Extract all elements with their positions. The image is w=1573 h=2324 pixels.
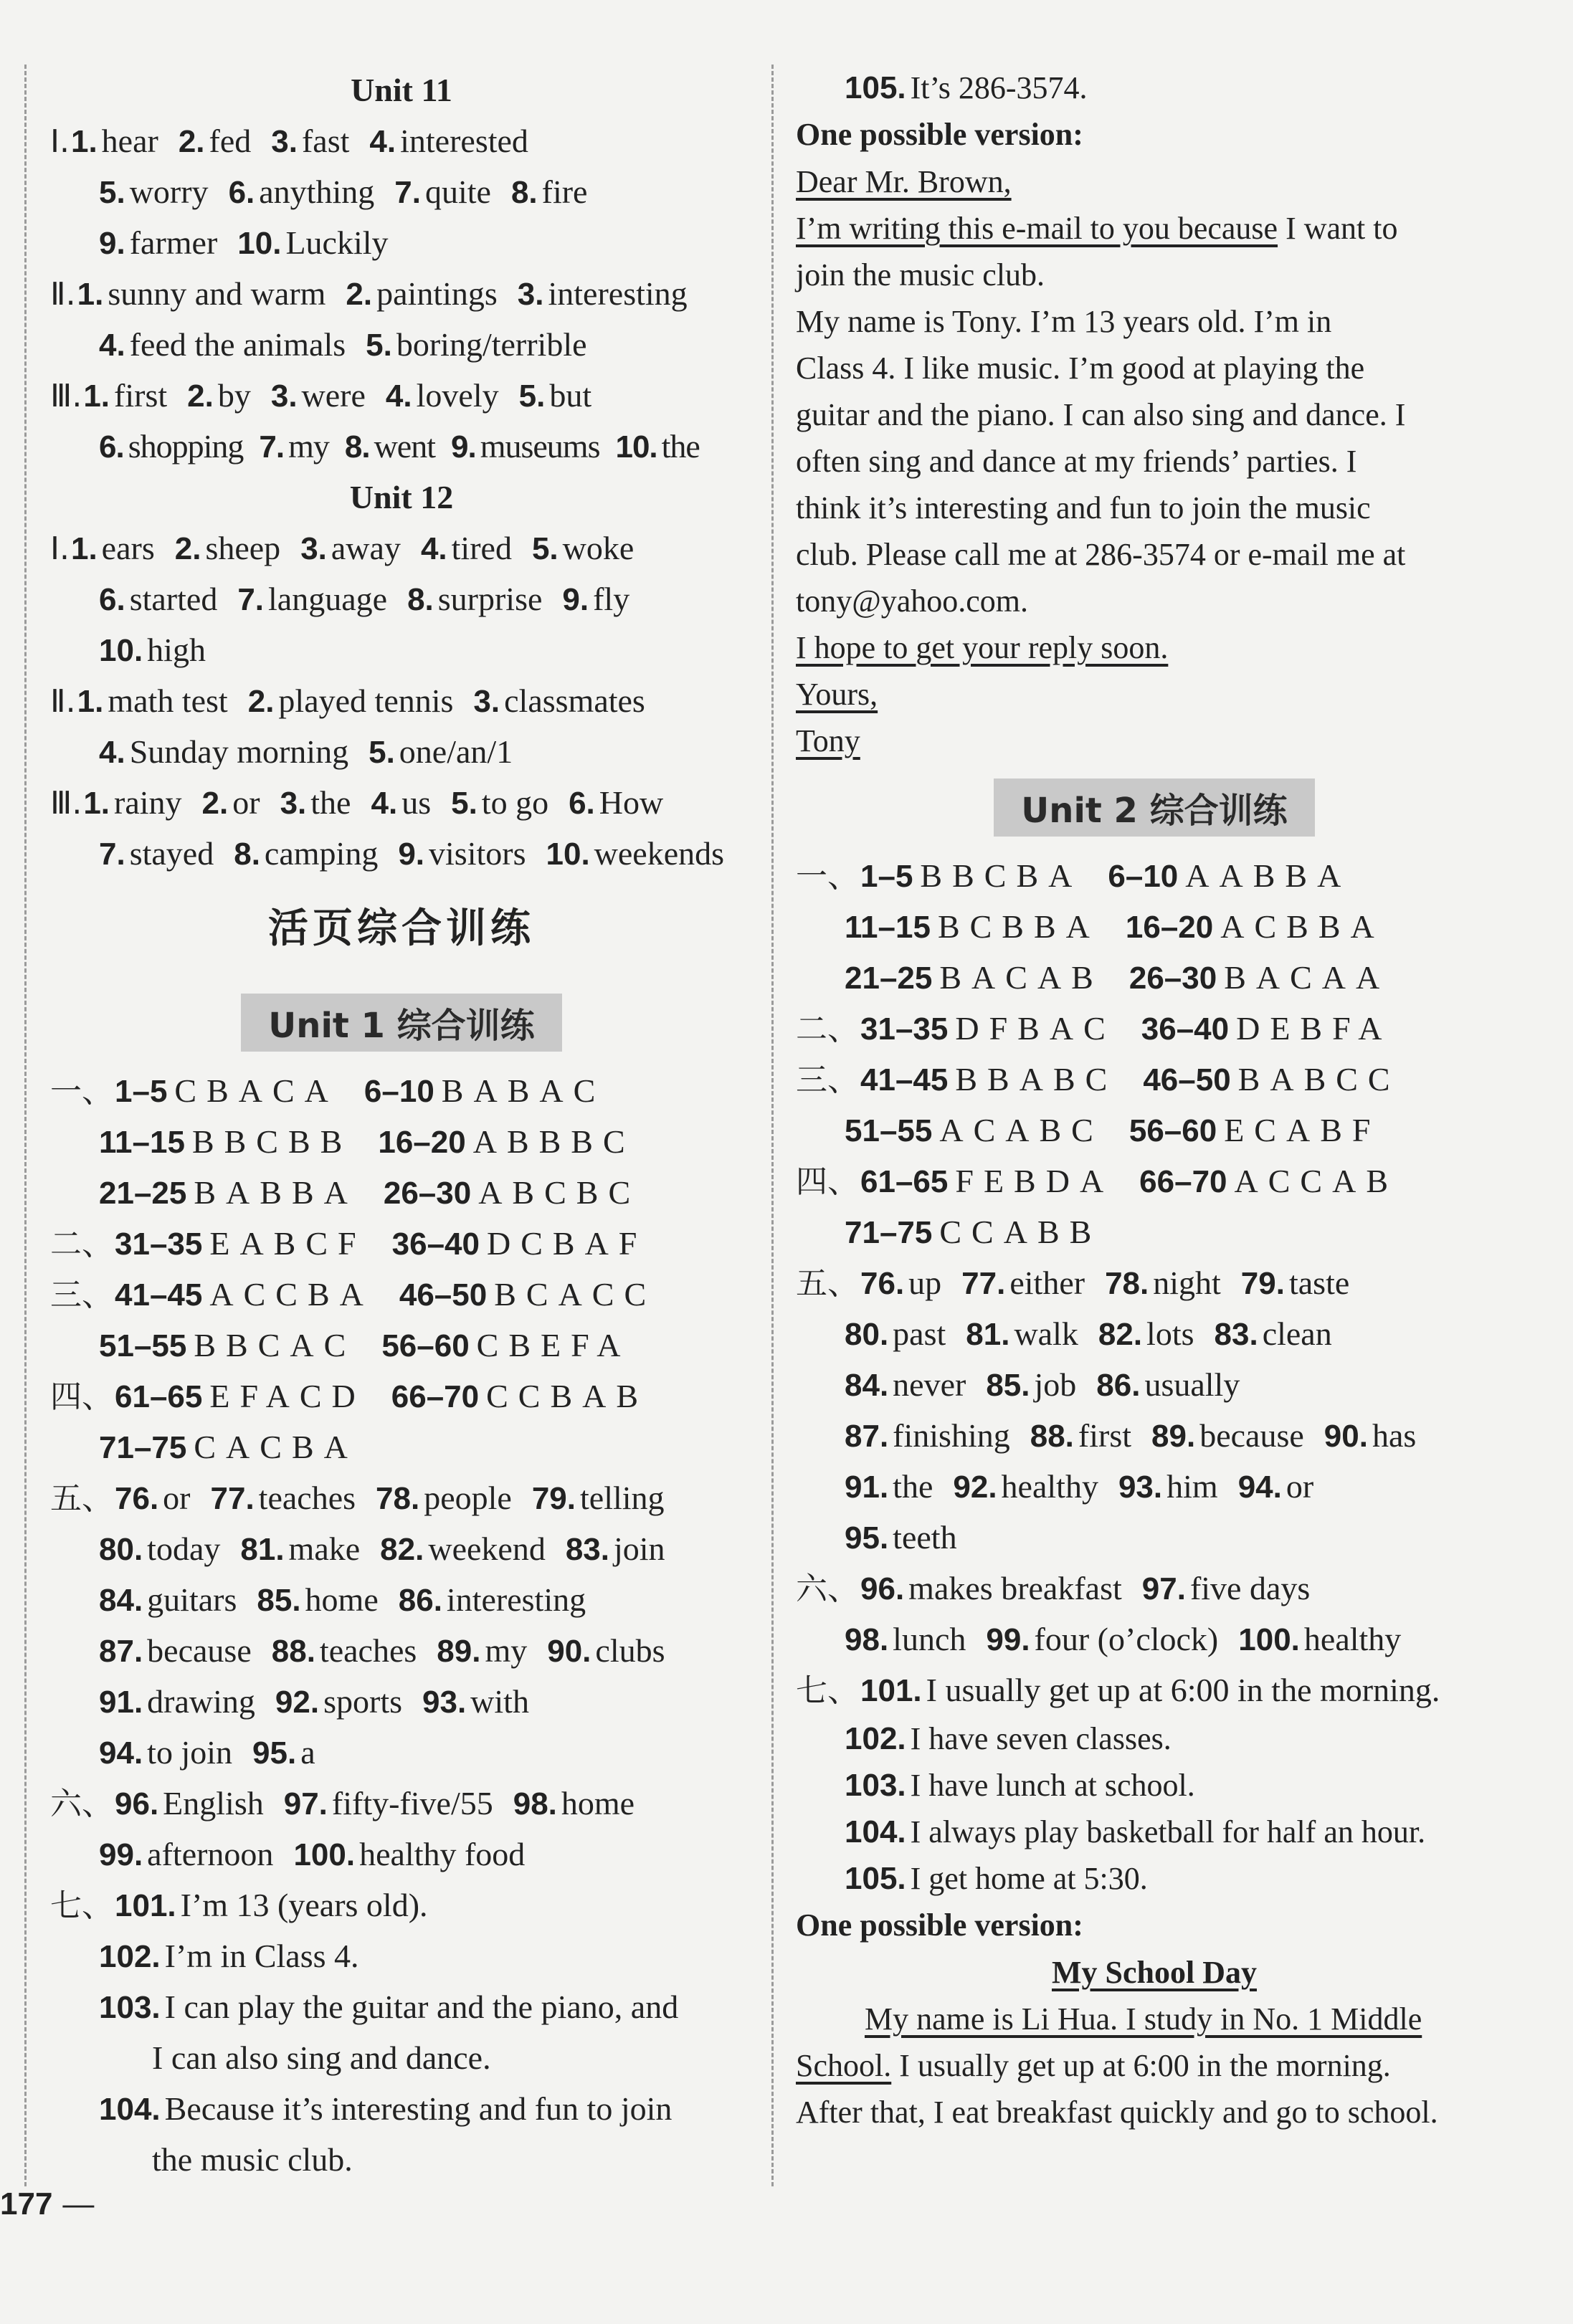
answer-item: 4. Sunday morning bbox=[99, 733, 349, 770]
unit2-p7-line1: 七、101. I usually get up at 6:00 in the morning. bbox=[796, 1672, 1440, 1709]
answer-keys: CBACA bbox=[174, 1072, 338, 1109]
unit12-s1-line3 bbox=[50, 624, 753, 675]
answer-item: 9. farmer bbox=[99, 224, 218, 261]
right-column bbox=[796, 65, 1513, 2135]
unit1-p3-line2 bbox=[50, 1320, 753, 1371]
answer-item: 8. surprise bbox=[407, 581, 543, 617]
answer-item: 4. lovely bbox=[385, 377, 499, 414]
part-label: 三、 bbox=[50, 1277, 113, 1313]
answer-item: 9. fly bbox=[562, 581, 630, 617]
unit1-p1-line1 bbox=[50, 1065, 753, 1116]
unit1-p5-line2: 80. today 81. make 82. weekend 83. join bbox=[99, 1530, 665, 1567]
answer-item: 8. went bbox=[344, 428, 435, 465]
range-label: 21–25 bbox=[99, 1176, 187, 1211]
unit2-p7-line5: 105. I get home at 5:30. bbox=[845, 1861, 1148, 1896]
unit2-p5-line4: 87. finishing 88. first 89. because 90. has bbox=[845, 1417, 1417, 1454]
answer-item: 4. tired bbox=[420, 530, 512, 566]
answer-item: 1. ears bbox=[70, 530, 155, 566]
unit12-title: Unit 12 bbox=[349, 479, 454, 515]
unit1-p4-line2 bbox=[50, 1421, 753, 1472]
part-label: 六、 bbox=[50, 1786, 113, 1822]
part-label: 二、 bbox=[50, 1226, 113, 1262]
unit2-p5-line2: 80. past 81. walk 82. lots 83. clean bbox=[845, 1315, 1332, 1352]
answer-item: 10. high bbox=[99, 632, 206, 668]
answer-item: 3. the bbox=[280, 784, 351, 821]
answer-item: 2. or bbox=[201, 784, 260, 821]
answer-item: 7. quite bbox=[394, 173, 491, 210]
unit2-p3-line2: 51–55 ACABC 56–60 ECABF bbox=[845, 1112, 1381, 1148]
answer-item: 3. interesting bbox=[517, 275, 688, 312]
unit2-p3-line1: 三、41–45 BBABC 46–50 BABCC bbox=[796, 1061, 1400, 1098]
section-label: Ⅱ. bbox=[50, 683, 76, 720]
range-label: 46–50 bbox=[399, 1277, 488, 1313]
unit2-p6-line2: 98. lunch 99. four (o’clock) 100. healthy bbox=[845, 1621, 1402, 1657]
answer-keys: BABAC bbox=[441, 1072, 606, 1109]
answer-item: 1. first bbox=[83, 377, 168, 414]
unit1-p2-line bbox=[50, 1218, 753, 1269]
answer-keys: BCACC bbox=[494, 1276, 657, 1313]
answer-item: 8. fire bbox=[510, 173, 588, 210]
essay-line3: After that, I eat breakfast quickly and go to school. bbox=[796, 2095, 1438, 2130]
answer-item: 1. hear bbox=[70, 123, 158, 159]
letter-body-line: tony@yahoo.com. bbox=[796, 584, 1029, 619]
unit12-s3-line1 bbox=[50, 777, 753, 828]
answer-item: 6. anything bbox=[228, 173, 375, 210]
answer-keys: ACCBA bbox=[209, 1276, 374, 1313]
unit1-p5-line5: 91. drawing 92. sports 93. with bbox=[99, 1683, 529, 1720]
unit1-p3-line1 bbox=[50, 1269, 753, 1320]
range-label: 6–10 bbox=[363, 1074, 434, 1109]
answer-item: 6. started bbox=[99, 581, 218, 617]
unit11-s1-line1 bbox=[50, 115, 753, 166]
answer-keys: DCBAF bbox=[486, 1225, 647, 1262]
letter-body-line: My name is Tony. I’m 13 years old. I’m in bbox=[796, 304, 1332, 339]
answer-item: 7. my bbox=[259, 428, 329, 465]
answer-item: 2. played tennis bbox=[247, 682, 454, 719]
part-label: 七、 bbox=[50, 1887, 113, 1924]
section-label: Ⅱ. bbox=[50, 276, 76, 313]
unit2-banner-label: 综合训练 bbox=[1149, 790, 1288, 831]
answer-item: 5. boring/terrible bbox=[366, 326, 587, 363]
letter-hope: I hope to get your reply soon. bbox=[796, 630, 1169, 665]
range-label: 1–5 bbox=[115, 1074, 168, 1109]
unit11-s3-line2 bbox=[50, 421, 753, 472]
letter-greeting: Dear Mr. Brown, bbox=[796, 164, 1012, 199]
unit12-s2-line1 bbox=[50, 675, 753, 726]
answer-item: 5. woke bbox=[531, 530, 635, 566]
unit2-p5-line3: 84. never 85. job 86. usually bbox=[845, 1366, 1240, 1403]
unit2-p5-line6: 95. teeth bbox=[845, 1519, 957, 1556]
unit2-p7-line2: 102. I have seven classes. bbox=[845, 1721, 1172, 1756]
range-label: 66–70 bbox=[391, 1379, 480, 1414]
unit12-s2-line2 bbox=[50, 726, 753, 777]
letter-body-line: guitar and the piano. I can also sing and dance. I bbox=[796, 397, 1406, 432]
unit1-p7-line1: 七、101. I’m 13 (years old). bbox=[50, 1880, 753, 1930]
answer-keys: CCBAB bbox=[486, 1378, 649, 1414]
answer-item: 3. were bbox=[270, 377, 366, 414]
range-label: 36–40 bbox=[391, 1227, 480, 1262]
answer-keys: BABBA bbox=[194, 1174, 358, 1211]
answer-item: 2. paintings bbox=[346, 275, 498, 312]
range-label: 51–55 bbox=[99, 1328, 187, 1363]
answer-item: 4. us bbox=[371, 784, 432, 821]
one-possible-version-heading-2: One possible version: bbox=[796, 1908, 1083, 1943]
unit2-p5-line5: 91. the 92. healthy 93. him 94. or bbox=[845, 1468, 1314, 1505]
page-number: 177 — bbox=[0, 2186, 95, 2221]
essay-line2: School. I usually get up at 6:00 in the morning. bbox=[796, 2048, 1391, 2083]
unit11-s1-line2 bbox=[50, 166, 753, 217]
answer-item: 5. one/an/1 bbox=[369, 733, 513, 770]
answer-keys: EFACD bbox=[209, 1378, 366, 1414]
unit1-p4-line1 bbox=[50, 1371, 753, 1421]
range-label: 56–60 bbox=[381, 1328, 470, 1363]
section-label: Ⅲ. bbox=[50, 378, 82, 414]
unit1-p7-line6: the music club. bbox=[152, 2141, 353, 2178]
unit1-p7-line2: 102. I’m in Class 4. bbox=[99, 1938, 359, 1974]
range-label: 31–35 bbox=[115, 1227, 203, 1262]
unit2-p5-line1: 五、76. up 77. either 78. night 79. taste bbox=[796, 1265, 1350, 1302]
answer-item: 2. by bbox=[187, 377, 251, 414]
letter-body-line: often sing and dance at my friends’ parties. I bbox=[796, 444, 1357, 479]
part-label: 四、 bbox=[50, 1378, 113, 1415]
range-label: 11–15 bbox=[99, 1125, 185, 1160]
answer-item: 4. interested bbox=[369, 123, 528, 159]
column-divider-dashed-line bbox=[771, 65, 774, 2186]
left-column bbox=[50, 65, 753, 2185]
unit1-p5-line1: 五、76. or 77. teaches 78. people 79. telling bbox=[50, 1472, 753, 1523]
letter-closing: Yours, bbox=[796, 677, 878, 712]
essay-title: My School Day bbox=[1052, 1955, 1257, 1990]
unit12-s1-line2 bbox=[50, 573, 753, 624]
answer-keys: BBCAC bbox=[194, 1327, 356, 1363]
unit12-s1-line1 bbox=[50, 523, 753, 573]
answer-item: 1. rainy bbox=[83, 784, 182, 821]
answer-item: 3. away bbox=[300, 530, 401, 566]
unit1-banner-label: 综合训练 bbox=[396, 1005, 535, 1046]
unit2-banner-unit: Unit 2 bbox=[1021, 790, 1138, 831]
unit1-p7-line3: 103. I can play the guitar and the piano, and bbox=[99, 1989, 679, 2025]
answer-item: 10. Luckily bbox=[237, 224, 389, 261]
answer-item: 2. sheep bbox=[174, 530, 281, 566]
range-label: 26–30 bbox=[383, 1176, 472, 1211]
answer-item: 3. fast bbox=[271, 123, 350, 159]
one-possible-version-heading: One possible version: bbox=[796, 117, 1083, 152]
unit2-p4-line1: 四、61–65 FEBDA 66–70 ACCAB bbox=[796, 1163, 1399, 1200]
answer-item: 4. feed the animals bbox=[99, 326, 346, 363]
unit2-p1-line2: 11–15 BCBBA 16–20 ACBBA bbox=[845, 908, 1384, 945]
letter-signature: Tony bbox=[796, 723, 860, 758]
unit2-p7-line3: 103. I have lunch at school. bbox=[845, 1768, 1195, 1803]
unit11-s3-line1 bbox=[50, 370, 753, 421]
answer-item: 6. How bbox=[569, 784, 664, 821]
unit1-p1-line2 bbox=[50, 1116, 753, 1167]
part-label: 一、 bbox=[50, 1073, 113, 1110]
answer-item: 1. sunny and warm bbox=[77, 275, 326, 312]
letter-line1: I’m writing this e-mail to you because I want to bbox=[796, 211, 1398, 246]
answer-keys: CACBA bbox=[194, 1429, 358, 1465]
unit2-banner bbox=[796, 764, 1513, 850]
section-label: Ⅲ. bbox=[50, 785, 82, 822]
answer-keys: ABCBC bbox=[478, 1174, 641, 1211]
letter-line2: join the music club. bbox=[796, 257, 1045, 292]
answer-item: 2. fed bbox=[178, 123, 252, 159]
unit2-p1-line3: 21–25 BACAB 26–30 BACAA bbox=[845, 959, 1390, 996]
part-label: 五、 bbox=[50, 1480, 113, 1517]
unit1-banner-unit: Unit 1 bbox=[268, 1005, 385, 1046]
essay-line1: My name is Li Hua. I study in No. 1 Middle bbox=[865, 2001, 1422, 2037]
answer-item: 5. worry bbox=[99, 173, 209, 210]
answer-item: 9. visitors bbox=[398, 835, 526, 872]
range-label: 71–75 bbox=[99, 1430, 187, 1465]
answer-item: 7. stayed bbox=[99, 835, 214, 872]
unit1-banner bbox=[50, 979, 753, 1065]
unit1-p7-line4: I can also sing and dance. bbox=[152, 2039, 491, 2076]
unit1-p1-line3 bbox=[50, 1167, 753, 1218]
left-margin-dashed-line bbox=[24, 65, 27, 2186]
answer-item: 8. camping bbox=[234, 835, 379, 872]
range-label: 16–20 bbox=[378, 1125, 466, 1160]
answer-keys: ABBBC bbox=[472, 1123, 635, 1160]
section-label: Ⅰ. bbox=[50, 123, 70, 160]
answer-item: 1. math test bbox=[77, 682, 228, 719]
answer-keys: CBEFA bbox=[476, 1327, 631, 1363]
answer-item: 7. language bbox=[237, 581, 388, 617]
unit11-s1-line3 bbox=[50, 217, 753, 268]
unit2-p4-line2: 71–75 CCABB bbox=[845, 1214, 1102, 1250]
unit11-s2-line1 bbox=[50, 268, 753, 319]
answer-item: 5. but bbox=[518, 377, 592, 414]
letter-body-line: Class 4. I like music. I’m good at playing the bbox=[796, 351, 1365, 386]
unit11-s2-line2 bbox=[50, 319, 753, 370]
unit2-p6-line1: 六、96. makes breakfast 97. five days bbox=[796, 1570, 1311, 1607]
answer-item: 10. the bbox=[615, 428, 700, 465]
unit2-p1-line1: 一、1–5 BBCBA 6–10 AABBA bbox=[796, 857, 1351, 895]
letter-body-line: think it’s interesting and fun to join the music bbox=[796, 490, 1371, 525]
answer-item: 5. to go bbox=[451, 784, 549, 821]
answer-keys: EABCF bbox=[209, 1225, 366, 1262]
unit12-s3-line2 bbox=[50, 828, 753, 879]
unit1-p7-line5: 104. Because it’s interesting and fun to join bbox=[99, 2090, 673, 2127]
section-label: Ⅰ. bbox=[50, 530, 70, 567]
unit1-p5-line6: 94. to join 95. a bbox=[99, 1734, 315, 1771]
unit1-p6-line1: 六、96. English 97. fifty-five/55 98. home bbox=[50, 1778, 753, 1829]
answer-keys: BBCBB bbox=[191, 1123, 353, 1160]
range-label: 41–45 bbox=[115, 1277, 203, 1313]
unit1-p5-line3: 84. guitars 85. home 86. interesting bbox=[99, 1581, 586, 1618]
unit1-p6-line2: 99. afternoon 100. healthy food bbox=[99, 1836, 526, 1872]
section-title: 活页综合训练 bbox=[268, 905, 535, 952]
unit1-105: 105. It’s 286-3574. bbox=[845, 70, 1088, 105]
unit2-p7-line4: 104. I always play basketball for half an hour. bbox=[845, 1814, 1426, 1849]
answer-item: 6. shopping bbox=[99, 428, 244, 465]
letter-body-line: club. Please call me at 286-3574 or e-mail me at bbox=[796, 537, 1406, 572]
answer-item: 10. weekends bbox=[546, 835, 725, 872]
range-label: 61–65 bbox=[115, 1379, 203, 1414]
unit1-p5-line4: 87. because 88. teaches 89. my 90. clubs bbox=[99, 1632, 665, 1669]
answer-item: 3. classmates bbox=[473, 682, 645, 719]
answer-item: 9. museums bbox=[451, 428, 600, 465]
unit11-title: Unit 11 bbox=[351, 72, 452, 108]
unit2-p2-line: 二、31–35 DFBAC 36–40 DEBFA bbox=[796, 1010, 1392, 1047]
